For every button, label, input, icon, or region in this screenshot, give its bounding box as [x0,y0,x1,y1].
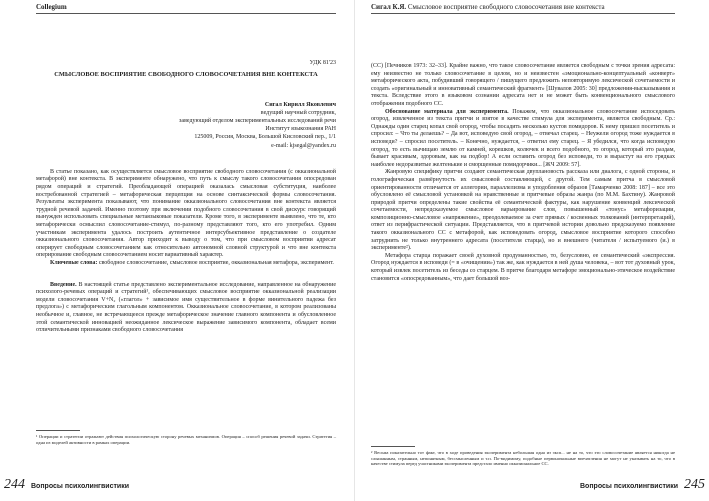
footnote-rule-right [371,446,415,447]
spacer [36,268,336,282]
left-page [0,0,354,501]
keywords-label: Ключевые слова: [50,259,98,266]
paragraph-4: Метафора старца поражает своей духовной продуманностью, то, безусловно, ее семантический «экспрессия. Огород нуждается в исповеди (= в «очищении») так же, как нуждается в ней душа человека, – вот тот духовный урок, который извлек посетитель из беседы со старцем. В притче благодаря метафоре эмоциональнo-этическое воздействие становится «опосредованным», что дает большой воз- [371,252,675,282]
intro-label: Введение. [50,281,77,288]
author-block [36,101,336,150]
paragraph-2 [371,109,675,170]
keywords-text: свободное словосочетание, смысловое восприятие, окказиональная метафора, эксперимент. [98,259,334,266]
abstract: В статье показано, как осуществляется смысловое восприятие свободного словосочетания (с окказиональной метафорой) вне контекста. В эксперименте обнаружено, что путь к смыслу такого словосочетания опосредован рядом операций и стратегий. Преобладающей операцией оказалась смысловая субституция, наиболее востребованной стратегией – метафорическая перцепция на основе синтаксической формы словосочетания. Результаты эксперимента показывают, что понимание окказионального словосочетания вне контекста является трудной речевой задачей. Именно поэтому при включении подобного словосочетания в свой дискурс говорящий вынужден использовать специальные метаязыковые показатели. Кроме того, в эксперименте выявлено, что те, кто метафорически осмыслил словосочетание-стимул, по-разному представляют того, кто его употребил. Одним участникам эксперимента удалось построить аутентичное интерсубъективное представление о создателе окказионального словосочетания. Автор приходит к выводу о том, что при смысловом восприятии адресат оперирует свободным словосочетанием как относительно автономной словной структурой и что вне контекста оперирование свободным словосочетанием носит вариативный характер. [36,168,336,259]
footnote-right: ² Весьма показательно тот факт, что в ходе проведения эксперимента небольшая одна из эксп... не на то, что это словосочетание является никогда не слышанным, странным, непонятным, бессмысленным и т.п. По-видимому, подобные первоначальные впечатления не могут не указывать на то, что в качестве стимула перед участниками эксперимента предстало именно окказиональное СС. [371,450,675,467]
journal-name-left: Вопросы психолингвистики [31,483,130,490]
author-position: заведующий отделом экспериментальных исследований речи [179,118,336,124]
folio-right [580,478,705,492]
author-name: Сигал Кирилл Яковлевич [264,101,336,108]
para2-label: Обоснование материала для эксперимента. [385,108,509,115]
footnote-rule-left [36,430,80,431]
udk-code: УДК 81'23 [309,60,336,66]
right-page [355,0,709,501]
running-head-title: Смысловое восприятие свободного словосочетания вне контекста [407,3,605,11]
left-page-content [36,60,336,335]
intro-text: В настоящей статье представлено экспериментальное исследование, направленное на обнаружение психолого-речевых операций и стратегий¹, обеспечивающих смысловое восприятие окказиональной реализации модели словосочетания V+N₂ («глагол» + зависимое имя существительное в форме винительного падежа без предлога») с метафорическим глагольным компонентом. Окказиональное словосочетание, в котором реализованы необычное и, главное, не встречающееся прежде метафорическое значение главного компонента и обусловленное этой семантической инновацией неожиданное лексическое выражение зависимого компонента, обладает всеми отличительными признаками свободного словосочетания [36,281,336,334]
right-page-content [371,63,675,283]
keywords [36,260,336,268]
running-head-left: Collegium [36,3,67,11]
author-address: 125009, Россия, Москва, Большой Кисловский пер., 1/1 [194,134,336,141]
author-email[interactable]: e-mail: kjsegal@yandex.ru [271,142,336,149]
author-degree: ведущий научный сотрудник, [260,109,336,116]
para2-text: Покажем, что окказиональное словосочетание испоседовать огород, извлеченное из текста притчи и взятое в качестве стимула для эксперимента, является свободным. Ср.: Однажды один старец копал свой огород, чтобы посадить несколько кустов помидоров. К нему пришел посетитель и спросил: – Что ты делаешь? – Да вот, исповедую свой огород, – отвечал старец. – Неужели огород тоже нуждается в исповеди? – спросил посетитель. – Конечно, нуждается, – ответил ему старец. – Я убедился, что когда исповедую огород, то есть вычищаю землю от камней, корешков, колючек и всего подобного, то огород, который это раздам, бывает красивым, здоровым, как на подбор! А если оставить огород без исповеди, то и вырастут на его грядках наиболее недоразвитые желтенькие и сморщенные помидорчики... [ЖЧ 2009: 57]. [371,108,675,168]
header-rule-right [371,13,675,14]
page-number-left: 244 [4,477,25,492]
journal-name-right: Вопросы психолингвистики [579,483,678,490]
paragraph-1: (СС) [Печников 1973: 32–33]. Крайне важно, что такое словосочетание является свободным с точки зрения адресата: ему неизвестно не только словосочетание в целом, но и неизвестен «эмоционально-концептуальный «конверт» метафорического акта, побудивший говорящего / пишущего предложить неповторимую лексической сочетаемости и создать «оригинальный и инновативный семантический фрагмент» [Шувалов 2005: 30] предложения-высказывания и текста. Вследствие этого в языковом сознании адресата нет и не может быть конвенционального смыслового отображения подобного СС. [371,63,675,107]
introduction [36,282,336,335]
folio-left [4,478,129,492]
author-institution: Институт языкознания РАН [265,126,336,133]
article-title: СМЫСЛОВОЕ ВОСПРИЯТИЕ СВОБОДНОГО СЛОВОСОЧЕТАНИЯ ВНЕ КОНТЕКСТА [54,70,318,78]
page-number-right: 245 [684,477,705,492]
paragraph-3: Жанровую специфику притчи создают семантическая двуплановость рассказа или диалога, с одной стороны, и голографическая развёрнутость их смысловой составляющей, с другой. Тем самым притча в смысловой ориентированности отличается от аллегории, параллелизма и уподобления образов [Тамарченко 2008: 187] – все это обусловлено её смысловой установкой на нравственные и притчевые образы жанра (по М.М. Бахтину). Жанровой природой притчи определены такие свойства её семантической фактуры, как нарушение конвенций лексической сочетаемости, непредсказуемое смысловое варьирование слов, повышенный «тонус» метафоризации, композиционно-смысловое «напряжение», преодолеваемое за счет прямых / косвенных толкований (интерпретаций), ответ из перифрастической ситуации. Представляется, что в притчевой истории довольно предсказуемо появление такого окказионального СС с метафорой, как исповедовать огород, смысловое восприятие которого способно затруднить не только внутреннего адресата (посетителя старца), но и внешнего (читателя / испытуемого (и.) в эксперименте²). [371,169,675,252]
running-head-author: Сигал К.Я. [371,3,407,11]
header-rule-left [36,13,336,14]
running-head-right [371,3,605,11]
footnote-left: ¹ Операции и стратегии отражают действия психологическую сторону речевых механизмов. Операция – способ решения речевой задачи. Стратегия – одна из моделей активности в рамках операции. [36,434,336,445]
